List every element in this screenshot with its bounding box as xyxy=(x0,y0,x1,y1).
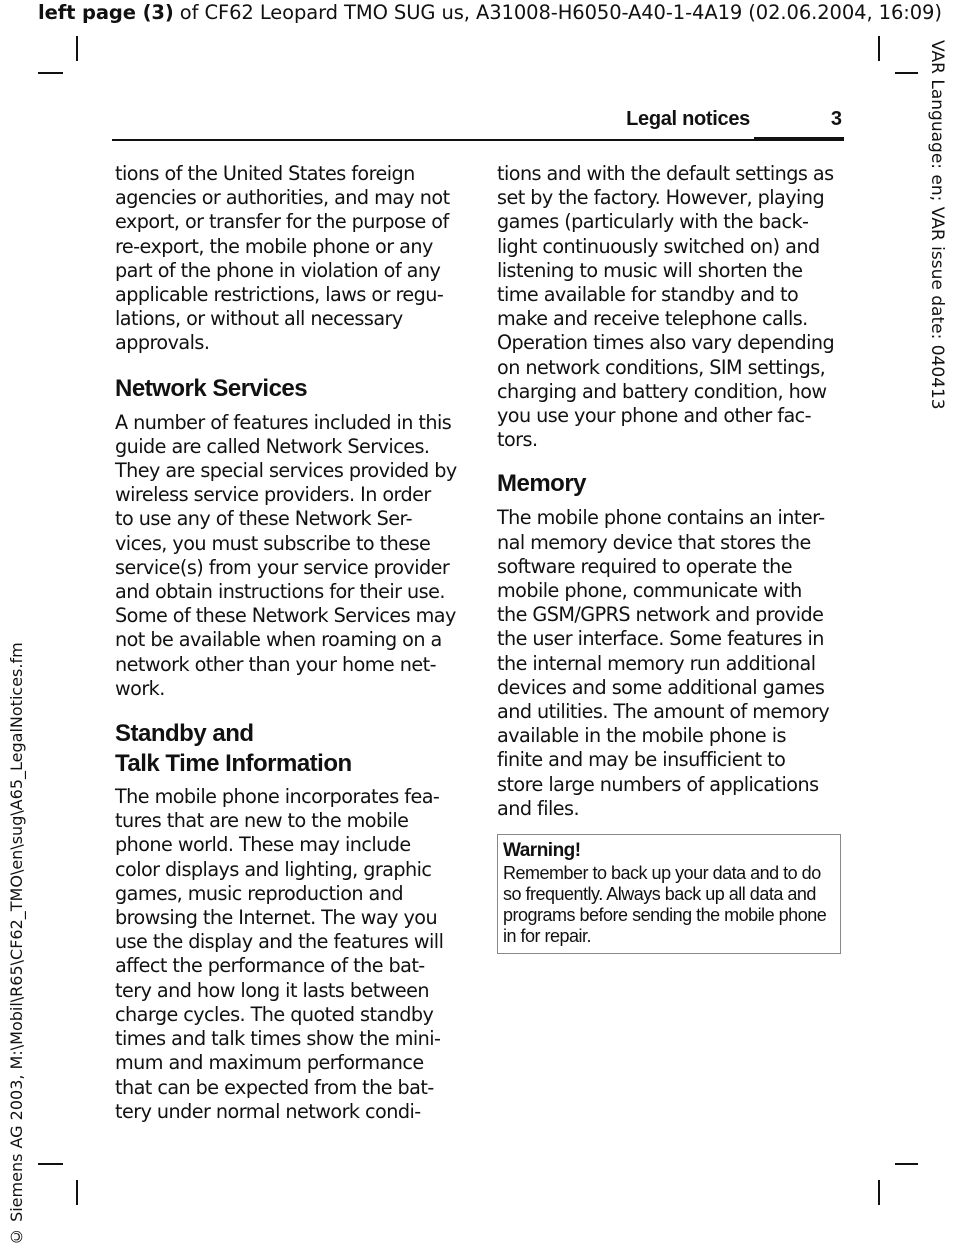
print-job-banner xyxy=(38,0,942,28)
left-column xyxy=(115,162,459,1124)
standby-talk-time-paragraph: The mobile phone incorporates fea- tures that are new to the mobile phone world. These may include color displays and lighting, graphic games, music reproduction and browsing the Internet. The way you use the display and the features will affect the performance of the bat- tery and how long it lasts between charge cycles. The quoted standby times and talk times show the mini- mum and maximum performance that can be expected from the bat- tery under normal network condi- xyxy=(115,785,444,1123)
standby-continued-paragraph: tions and with the default settings as set by the factory. However, playing games (particularly with the back- light continuously switched on) and listening to music will shorten the time available for standby and to make and receive telephone calls. Operation times also vary depending on network conditions, SIM settings, charging and battery condition, how you use your phone and other fac- tors. xyxy=(497,162,835,452)
crop-mark-bottom-left-vertical xyxy=(76,1180,78,1205)
crop-mark-top-left-vertical xyxy=(76,36,78,61)
memory-paragraph: The mobile phone contains an inter- nal memory device that stores the software required to operate the mobile phone, communicate with the GSM/GPRS network and provide the user interface. Some features in the internal memory run additional devices and some additional games and utilities. The amount of memory available in the mobile phone is finite and may be insufficient to store large numbers of applications and files. xyxy=(497,506,830,820)
banner-page-label: left page (3) xyxy=(38,1,174,24)
header-rule-accent xyxy=(754,137,844,141)
standby-talk-time-heading: Standby and Talk Time Information xyxy=(115,720,352,778)
warning-text: Remember to back up your data and to do so frequently. Always back up all data and programs before sending the mobile phone in for repair. xyxy=(503,863,827,947)
crop-mark-top-right-vertical xyxy=(878,36,880,61)
network-services-paragraph: A number of features included in this guide are called Network Services. They are special services provided by wireless service providers. In order to use any of these Network Ser- vices, you must subscribe to these service(s) from your service provider and obtain instructions for their use. Some of these Network Services may not be available when roaming on a network other than your home net- work. xyxy=(115,410,457,700)
header-rule xyxy=(112,139,844,141)
crop-mark-top-right-horizontal xyxy=(895,72,918,74)
crop-mark-top-left-horizontal xyxy=(38,72,63,74)
warning-box xyxy=(497,834,841,954)
crop-mark-bottom-right-horizontal xyxy=(895,1163,918,1165)
memory-heading: Memory xyxy=(497,470,587,498)
copyright-file-path: © Siemens AG 2003, M:\Mobil\R65\CF62_TMO\en\sug\A65_LegalNotices.fm xyxy=(7,642,26,1246)
crop-mark-bottom-right-vertical xyxy=(878,1180,880,1205)
crop-mark-bottom-left-horizontal xyxy=(38,1163,63,1165)
warning-title: Warning! xyxy=(503,840,581,862)
banner-file-info: of CF62 Leopard TMO SUG us, A31008-H6050-A40-1-4A19 (02.06.2004, 16:09) xyxy=(173,1,942,24)
page-number: 3 xyxy=(830,108,842,130)
right-column xyxy=(497,162,841,954)
variant-info-sidebar: VAR Language: en; VAR issue date: 040413 xyxy=(927,40,947,410)
running-header-title: Legal notices xyxy=(626,108,750,130)
network-services-heading: Network Services xyxy=(115,374,308,402)
export-restrictions-paragraph: tions of the United States foreign agencies or authorities, and may not export, or transfer for the purpose of re-export, the mobile phone or any part of the phone in violation of any applicable restrictions, laws or regu- lations, or without all necessary approvals. xyxy=(115,162,450,355)
